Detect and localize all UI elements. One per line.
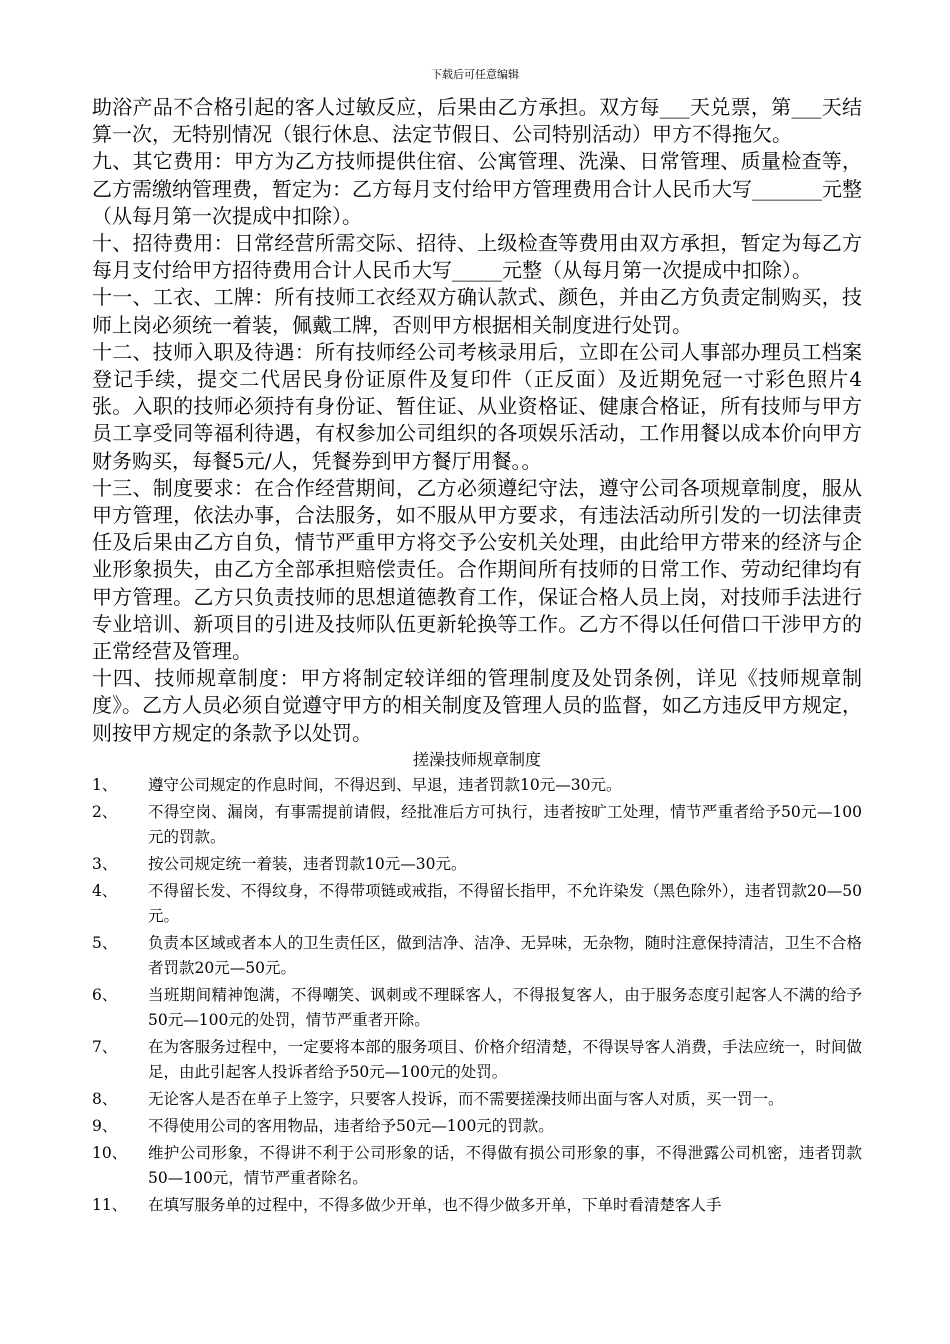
rule-number: 1、 bbox=[92, 775, 118, 794]
rules-list bbox=[92, 773, 862, 1218]
rule-item bbox=[92, 983, 862, 1033]
paragraph-requirements: 十三、制度要求：在合作经营期间，乙方必须遵纪守法，遵守公司各项规章制度，服从甲方管理，依法办事，合法服务，如不服从甲方要求，有违法活动所引发的一切法律责任及后果由乙方自负，情节严重甲方将交予公安机关处理，由此给甲方带来的经济与企业形象损失，由乙方全部承担赔偿责任。合作期间所有技师的日常工作、劳动纪律均有甲方管理。乙方只负责技师的思想道德教育工作，保证合格人员上岗，对技师手法进行专业培训、新项目的引进及技师队伍更新轮换等工作。乙方不得以任何借口干涉甲方的正常经营及管理。 bbox=[92, 475, 862, 664]
rule-number: 3、 bbox=[92, 854, 118, 873]
rule-text: 不得空岗、漏岗，有事需提前请假，经批准后方可执行，违者按旷工处理，情节严重者给予50元—100元的罚款。 bbox=[148, 802, 862, 846]
rule-text: 无论客人是否在单子上签字，只要客人投诉，而不需要搓澡技师出面与客人对质，买一罚一。 bbox=[148, 1089, 784, 1108]
rules-title: 搓澡技师规章制度 bbox=[412, 749, 541, 769]
rule-text: 不得留长发、不得纹身，不得带项链或戒指，不得留长指甲，不允许染发（黑色除外），违者罚款20—50元。 bbox=[148, 881, 862, 925]
rule-number: 10、 bbox=[92, 1143, 128, 1162]
rule-text: 维护公司形象，不得讲不利于公司形象的话，不得做有损公司形象的事，不得泄露公司机密，违者罚款50—100元，情节严重者除名。 bbox=[148, 1143, 862, 1187]
paragraph-uniform-badge: 十一、工衣、工牌：所有技师工衣经双方确认款式、颜色，并由乙方负责定制购买，技师上岗必须统一着装，佩戴工牌，否则甲方根据相关制度进行处罚。 bbox=[92, 285, 862, 337]
rule-number: 7、 bbox=[92, 1037, 118, 1056]
rule-text: 在填写服务单的过程中，不得多做少开单，也不得少做多开单，下单时看清楚客人手 bbox=[148, 1195, 722, 1214]
paragraph-onboarding: 十二、技师入职及待遇：所有技师经公司考核录用后，立即在公司人事部办理员工档案登记手续，提交二代居民身份证原件及复印件（正反面）及近期免冠一寸彩色照片4张。入职的技师必须持有身份证、暂住证、从业资格证、健康合格证，所有技师与甲方员工享受同等福利待遇，有权参加公司组织的各项娱乐活动，工作用餐以成本价向甲方财务购买，每餐5元/人，凭餐券到甲方餐厅用餐。。 bbox=[92, 339, 862, 473]
rule-number: 11、 bbox=[92, 1195, 128, 1214]
rule-text: 按公司规定统一着装，违者罚款10元—30元。 bbox=[148, 854, 467, 873]
rule-item bbox=[92, 773, 862, 798]
rule-number: 5、 bbox=[92, 933, 118, 952]
rule-item bbox=[92, 1193, 862, 1218]
rule-text: 负责本区域或者本人的卫生责任区，做到洁净、洁净、无异味，无杂物，随时注意保持清洁，卫生不合格者罚款20元—50元。 bbox=[148, 933, 862, 977]
rule-text: 在为客服务过程中，一定要将本部的服务项目、价格介绍清楚，不得误导客人消费，手法应统一，时间做足，由此引起客人投诉者给予50元—100元的处罚。 bbox=[148, 1037, 862, 1081]
rule-text: 不得使用公司的客用物品，违者给予50元—100元的罚款。 bbox=[148, 1116, 554, 1135]
rule-item bbox=[92, 879, 862, 929]
rule-text: 遵守公司规定的作息时间，不得迟到、早退，违者罚款10元—30元。 bbox=[148, 775, 622, 794]
rule-number: 9、 bbox=[92, 1116, 118, 1135]
paragraph-other-fees: 九、其它费用：甲方为乙方技师提供住宿、公寓管理、洗澡、日常管理、质量检查等，乙方需缴纳管理费，暂定为：乙方每月支付给甲方管理费用合计人民币大写_______元整（从每月第一次提成中扣除）。 bbox=[92, 149, 862, 228]
page-header: 下载后可任意编辑 bbox=[431, 68, 519, 81]
rule-item bbox=[92, 931, 862, 981]
rule-item bbox=[92, 1114, 862, 1139]
paragraph-hospitality-fees: 十、招待费用：日常经营所需交际、招待、上级检查等费用由双方承担，暂定为每乙方每月支付给甲方招待费用合计人民币大写_____元整（从每月第一次提成中扣除）。 bbox=[92, 231, 862, 283]
rule-number: 2、 bbox=[92, 802, 118, 821]
paragraph-technician-rules: 十四、技师规章制度：甲方将制定较详细的管理制度及处罚条例，详见《技师规章制度》。乙方人员必须自觉遵守甲方的相关制度及管理人员的监督，如乙方违反甲方规定，则按甲方规定的条款予以处罚。 bbox=[92, 666, 862, 745]
rule-number: 8、 bbox=[92, 1089, 118, 1108]
rule-item bbox=[92, 800, 862, 850]
rule-item bbox=[92, 1141, 862, 1191]
document-body bbox=[92, 94, 862, 1218]
rule-number: 6、 bbox=[92, 985, 118, 1004]
paragraph-settlement: 助浴产品不合格引起的客人过敏反应，后果由乙方承担。双方每___天兑票，第___天结算一次，无特别情况（银行休息、法定节假日、公司特别活动）甲方不得拖欠。 bbox=[92, 95, 862, 147]
rule-item bbox=[92, 1087, 862, 1112]
rule-item bbox=[92, 852, 862, 877]
rule-number: 4、 bbox=[92, 881, 118, 900]
rule-text: 当班期间精神饱满，不得嘲笑、讽刺或不理睬客人，不得报复客人，由于服务态度引起客人不满的给予50元—100元的处罚，情节严重者开除。 bbox=[148, 985, 862, 1029]
rule-item bbox=[92, 1035, 862, 1085]
